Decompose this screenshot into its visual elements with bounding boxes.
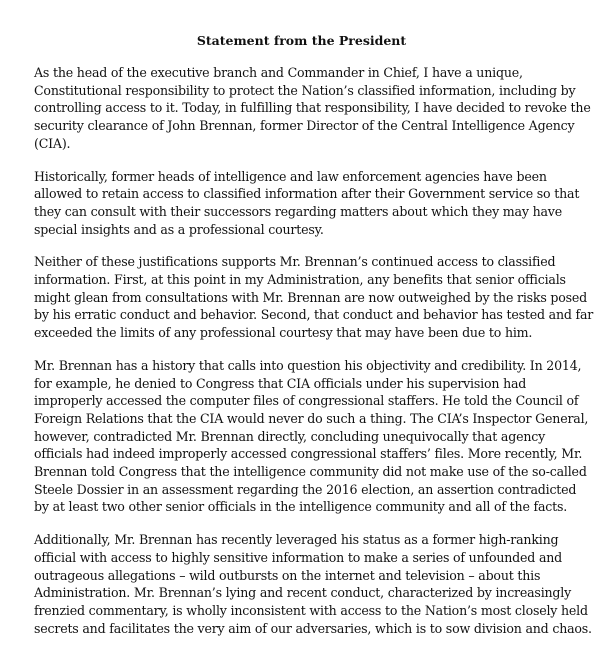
paragraph-5: Additionally, Mr. Brennan has recently leveraged his status as a former high-ranking official with access to highly sensitive information to make a series of unfounded and outrageous allegations – wild outbursts on the internet and television – about this Administration. Mr. Brennan’s lying and recent conduct, characterized by increasingly frenzied commentary, is wholly inconsistent with access to the Nation’s most closely held secrets and facilitates the very aim of our adversaries, which is to sow division and chaos.: [34, 532, 592, 636]
paragraph-3: Neither of these justifications supports Mr. Brennan’s continued access to classified information. First, at this point in my Administration, any benefits that senior officials might glean from consultations with Mr. Brennan are now outweighed by the risks posed by his erratic conduct and behavior. Second, that conduct and behavior has tested and far exceeded the limits of any professional courtesy that may have been due to him.: [34, 254, 594, 341]
document-title: Statement from the President: [196, 33, 407, 48]
paragraph-1: As the head of the executive branch and Commander in Chief, I have a unique, Constitutional responsibility to protect the Nation’s classified information, including by controlling access to it. Today, in fulfilling that responsibility, I have decided to revoke the security clearance of John Brennan, former Director of the Central Intelligence Agency (CIA).: [34, 65, 591, 151]
paragraph-2: Historically, former heads of intelligence and law enforcement agencies have been allowed to retain access to classified information after their Government service so that they can consult with their successors regarding matters about which they may have special insights and as a professional courtesy.: [34, 168, 580, 237]
paragraph-4: Mr. Brennan has a history that calls into question his objectivity and credibility. In 2014, for example, he denied to Congress that CIA officials under his supervision had improperly accessed the computer files of congressional staffers. He told the Council of Foreign Relations that the CIA would never do such a thing. The CIA’s Inspector General, however, contradicted Mr. Brennan directly, concluding unequivocally that agency officials had indeed improperly accessed congressional staffers’ files. More recently, Mr. Brennan told Congress that the intelligence community did not make use of the so-called Steele Dossier in an assessment regarding the 2016 election, an assertion contradicted by at least two other senior officials in the intelligence community and all of the facts.: [34, 357, 589, 515]
document-body: [34, 64, 594, 652]
